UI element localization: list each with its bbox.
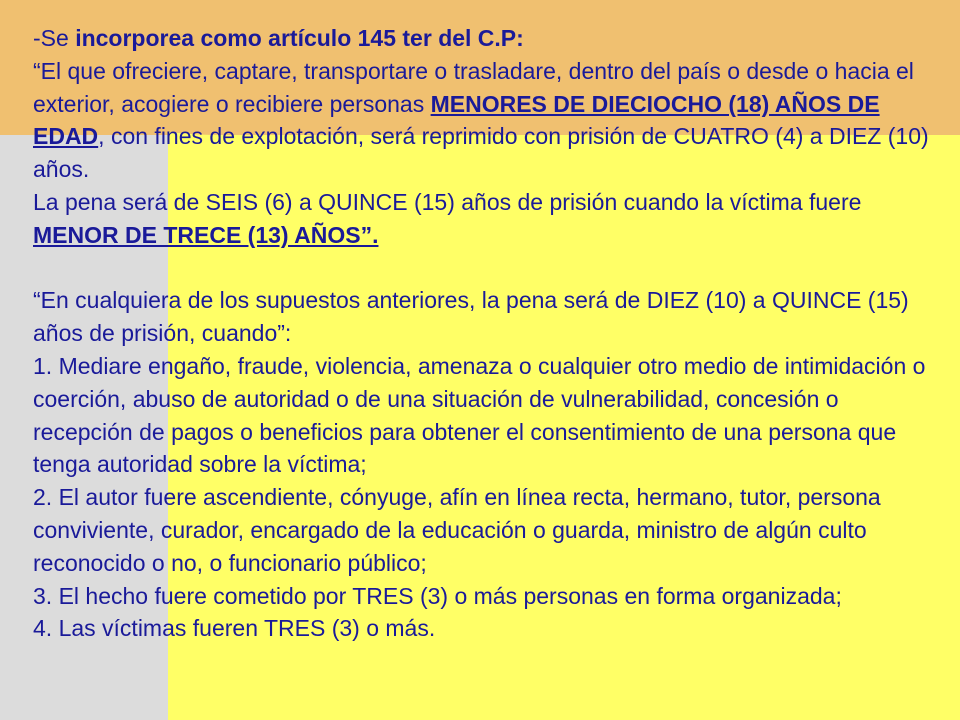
paragraph-2 (33, 186, 943, 252)
heading-bold: incorporea como artículo 145 ter del C.P: (75, 25, 524, 51)
paragraph-1-part1: “El que ofreciere, captare, transportare o trasladare, dentro del país o desde o hacia el exterior, acogiere o recibiere personas (33, 57, 914, 117)
list-item-1: 1. Mediare engaño, fraude, violencia, amenaza o cualquier otro medio de intimidación o coerción, abuso de autoridad o de una situación de vulnerabilidad, concesión o recepción de pagos o beneficios para obtener el consentimiento de una persona que tenga autoridad sobre la víctima; (33, 352, 926, 478)
paragraph-3: “En cualquiera de los supuestos anteriores, la pena será de DIEZ (10) a QUINCE (15) años de prisión, cuando”: (33, 287, 909, 347)
paragraph-2-underlined-link[interactable]: MENOR DE TRECE (13) AÑOS”. (33, 221, 379, 248)
paragraph-2-part1: La pena será de SEIS (6) a QUINCE (15) años de prisión cuando la víctima fuere (33, 188, 862, 215)
heading (33, 22, 943, 55)
paragraph-1-underlined-link[interactable]: MENORES DE DIECIOCHO (18) AÑOS DE EDAD (33, 90, 880, 150)
paragraph-1 (33, 55, 943, 186)
list-item-2: 2. El autor fuere ascendiente, cónyuge, afín en línea recta, hermano, tutor, persona conviviente, curador, encargado de la educación o guarda, ministro de algún culto reconocido o no, o funcionario público; (33, 484, 881, 576)
paragraph-1-part2: , con fines de explotación, será reprimido con prisión de CUATRO (4) a DIEZ (10) años. (33, 123, 929, 183)
blank-line (33, 252, 943, 285)
list-item-3: 3. El hecho fuere cometido por TRES (3) o más personas en forma organizada; (33, 582, 842, 609)
list-item-4: 4. Las víctimas fueren TRES (3) o más. (33, 615, 436, 642)
slide-body (33, 22, 943, 645)
heading-prefix: -Se (33, 25, 76, 51)
